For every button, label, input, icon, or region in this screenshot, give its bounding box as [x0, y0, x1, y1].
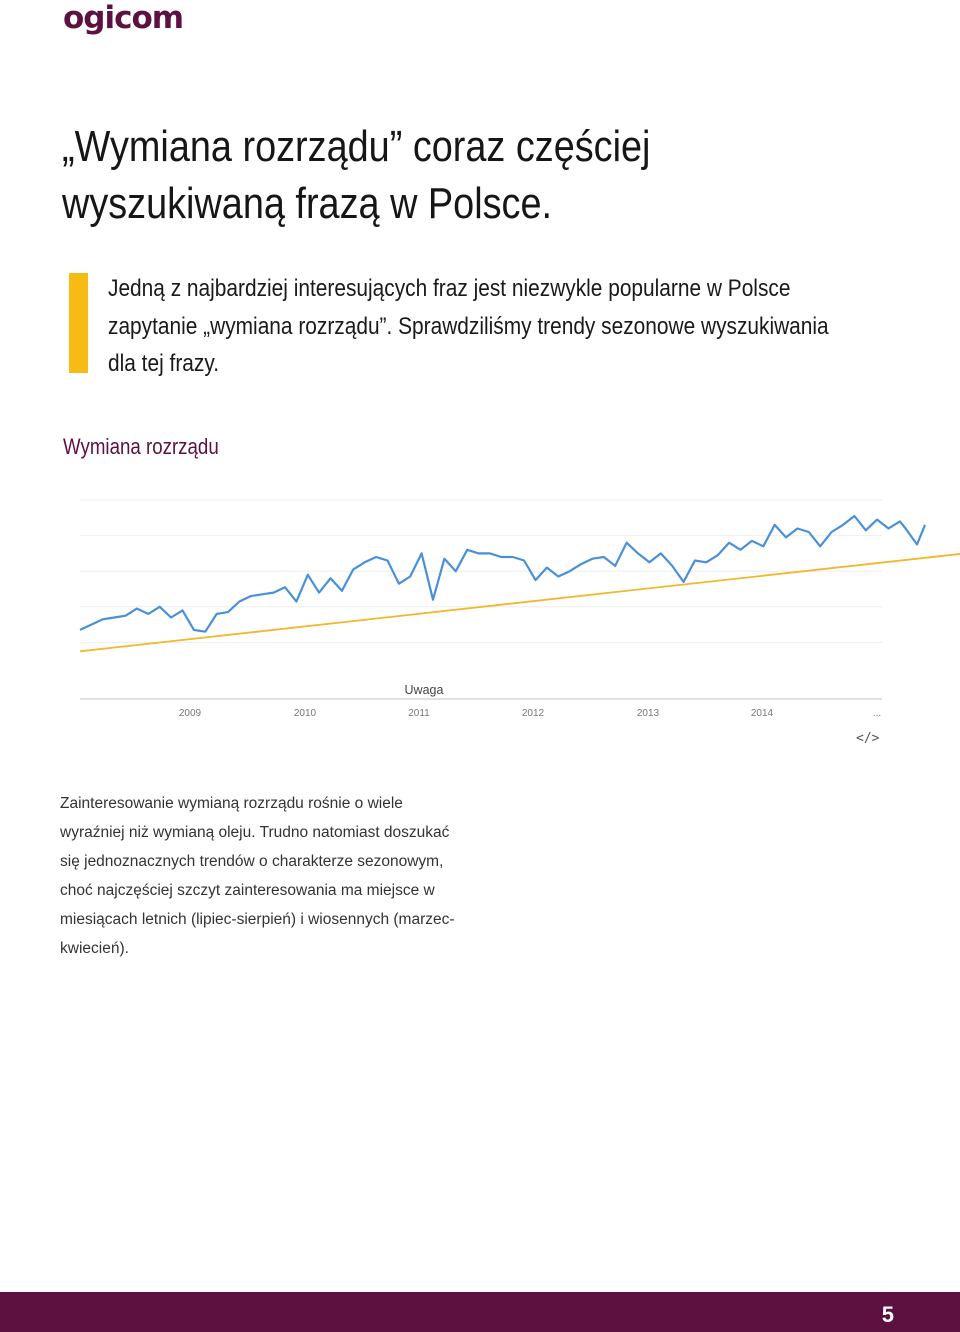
- x-tick-label-3: 2012: [521, 708, 545, 719]
- ogicom-logo: ogicom: [63, 0, 184, 36]
- lead-accent-bar: [69, 273, 88, 373]
- trend-series-line: [80, 516, 925, 632]
- x-tick-label-1: 2010: [293, 708, 317, 719]
- x-tick-label-6: ...: [872, 708, 882, 719]
- chart-annotation: Uwaga: [404, 683, 444, 697]
- x-tick-label-5: 2014: [750, 708, 774, 719]
- chart-section-title: Wymiana rozrządu: [63, 434, 219, 459]
- x-tick-label-0: 2009: [178, 708, 202, 719]
- embed-code-icon[interactable]: </>: [856, 731, 880, 746]
- x-tick-label-4: 2013: [636, 708, 660, 719]
- x-tick-label-2: 2011: [408, 708, 430, 719]
- page-number: 5: [881, 1302, 894, 1327]
- lead-paragraph: Jedną z najbardziej interesujących fraz jest niezwykle popularne w Polsce zapytanie „wymiana rozrządu”. Sprawdziliśmy trendy sezonowe wyszukiwania dla tej frazy.: [108, 275, 829, 377]
- search-trend-chart: [0, 490, 960, 730]
- trendline: [80, 553, 960, 651]
- page-headline: „Wymiana rozrządu” coraz częściej wyszukiwaną frazą w Polsce.: [62, 122, 651, 228]
- body-paragraph: Zainteresowanie wymianą rozrządu rośnie o wiele wyraźniej niż wymianą oleju. Trudno natomiast doszukać się jednoznacznych trendów o charakterze sezonowym, choć najczęściej szczyt zainteresowania ma miejsce w miesiącach letnich (lipiec-sierpień) i wiosennych (marzec-kwiecień).: [60, 795, 455, 957]
- page-footer-bar: [0, 1292, 960, 1332]
